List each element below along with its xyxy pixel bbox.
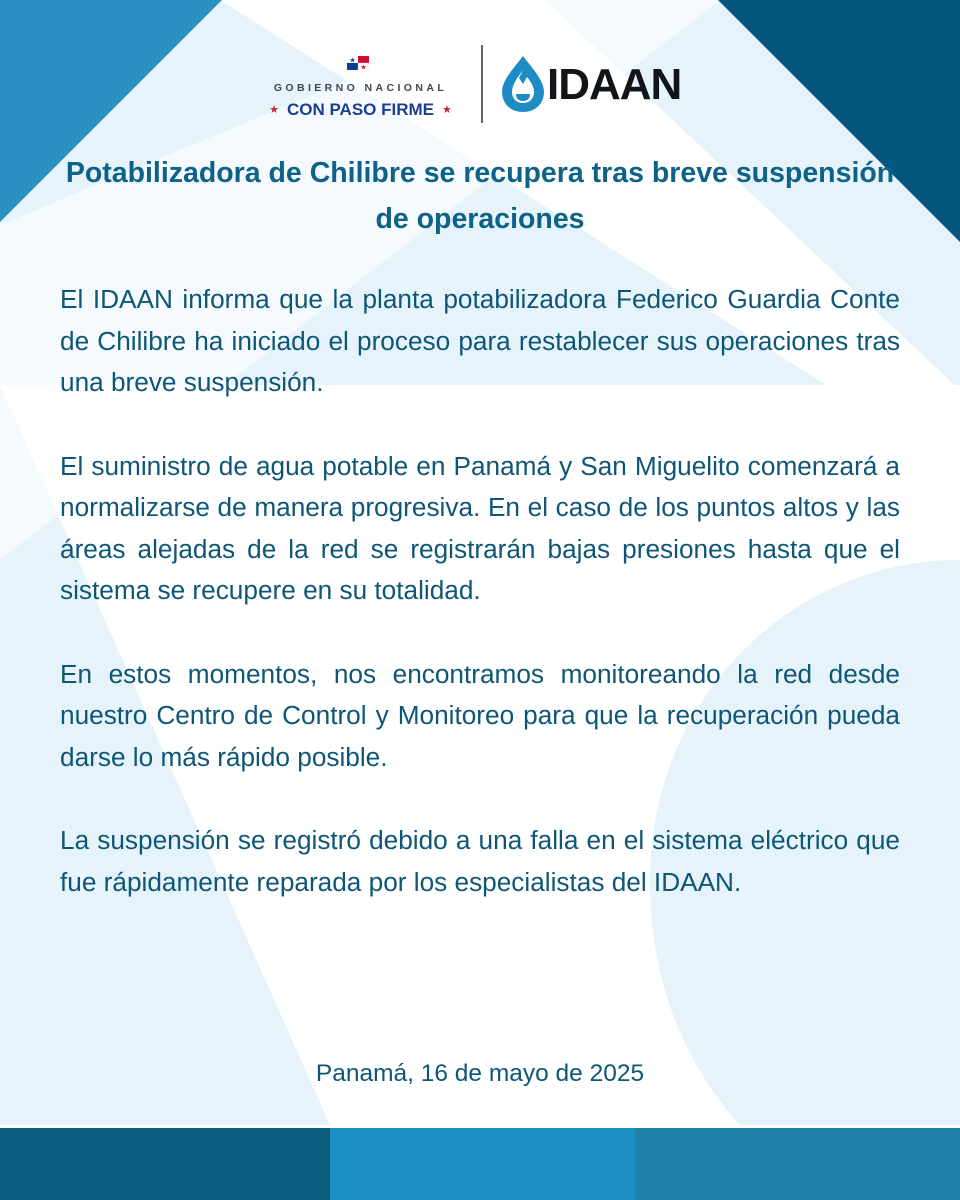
idaan-logo xyxy=(498,54,708,116)
paragraph-3: En estos momentos, nos encontramos monitoreando la red desde nuestro Centro de Control y Monitoreo para que la recuperación pueda darse lo más rápido posible. xyxy=(60,658,900,772)
footer-stripe-left xyxy=(0,1128,330,1200)
idaan-wordmark: IDAAN xyxy=(547,60,682,109)
paragraph-1: El IDAAN informa que la planta potabilizadora Federico Guardia Conte de Chilibre ha iniciado el proceso para restablecer sus operaciones tras una breve suspensión. xyxy=(60,284,900,397)
footer-stripe-mid xyxy=(330,1128,635,1200)
paragraph-4: La suspensión se registró debido a una falla en el sistema eléctrico que fue rápidamente reparada por los especialistas del IDAAN. xyxy=(60,825,900,897)
footer-stripe-right xyxy=(635,1128,960,1200)
date-line: Panamá, 16 de mayo de 2025 xyxy=(315,1060,645,1087)
star-icon-right: ★ xyxy=(442,104,452,116)
gov-line-2 xyxy=(248,100,473,120)
body-text xyxy=(60,279,900,945)
star-icon-left: ★ xyxy=(269,104,279,116)
water-drop-icon xyxy=(498,54,552,114)
page-title: Potabilizadora de Chilibre se recupera tras breve suspensión de operaciones xyxy=(65,157,895,235)
logo-divider xyxy=(481,45,483,123)
paragraph-2: El suministro de agua potable en Panamá y San Miguelito comenzará a normalizarse de manera progresiva. En el caso de los puntos altos y las áreas alejadas de la red se registrarán bajas presiones hasta que el sistema se recupere en su totalidad. xyxy=(60,450,900,605)
panama-flag-icon xyxy=(347,56,369,70)
header xyxy=(0,40,960,130)
gov-line-1: GOBIERNO NACIONAL xyxy=(273,82,448,94)
gov-slogan: CON PASO FIRME xyxy=(286,100,435,119)
government-logo xyxy=(248,52,473,120)
